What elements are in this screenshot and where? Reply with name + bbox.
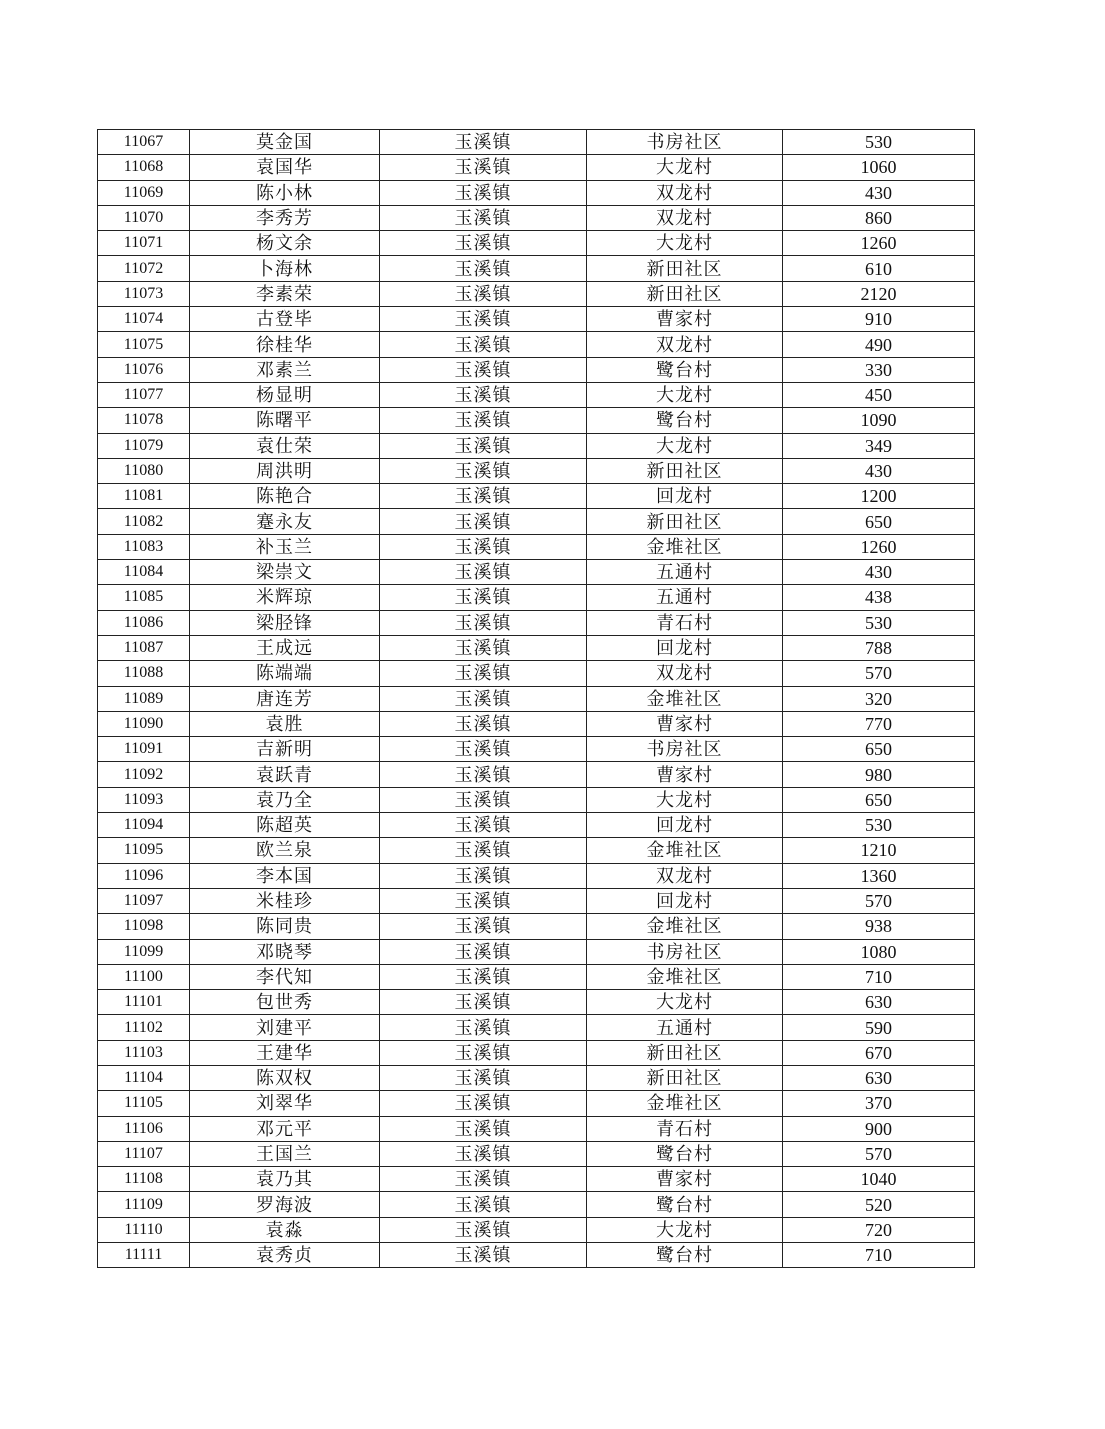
name-cell: 吉新明 bbox=[190, 737, 380, 762]
row-number-cell: 11076 bbox=[98, 357, 190, 382]
village-cell: 书房社区 bbox=[587, 130, 783, 155]
village-cell: 大龙村 bbox=[587, 1217, 783, 1242]
table-row bbox=[98, 863, 975, 888]
amount-cell: 1210 bbox=[783, 838, 975, 863]
amount-cell: 1360 bbox=[783, 863, 975, 888]
table-row bbox=[98, 990, 975, 1015]
amount-cell: 1260 bbox=[783, 231, 975, 256]
table-row bbox=[98, 433, 975, 458]
table-row bbox=[98, 509, 975, 534]
amount-cell: 530 bbox=[783, 813, 975, 838]
village-cell: 书房社区 bbox=[587, 737, 783, 762]
amount-cell: 2120 bbox=[783, 281, 975, 306]
town-cell: 玉溪镇 bbox=[380, 610, 587, 635]
amount-cell: 430 bbox=[783, 180, 975, 205]
row-number-cell: 11079 bbox=[98, 433, 190, 458]
amount-cell: 630 bbox=[783, 1065, 975, 1090]
town-cell: 玉溪镇 bbox=[380, 534, 587, 559]
town-cell: 玉溪镇 bbox=[380, 408, 587, 433]
amount-cell: 910 bbox=[783, 307, 975, 332]
row-number-cell: 11087 bbox=[98, 635, 190, 660]
table-row bbox=[98, 534, 975, 559]
amount-cell: 570 bbox=[783, 661, 975, 686]
name-cell: 欧兰泉 bbox=[190, 838, 380, 863]
town-cell: 玉溪镇 bbox=[380, 180, 587, 205]
town-cell: 玉溪镇 bbox=[380, 130, 587, 155]
row-number-cell: 11089 bbox=[98, 686, 190, 711]
town-cell: 玉溪镇 bbox=[380, 1065, 587, 1090]
town-cell: 玉溪镇 bbox=[380, 1192, 587, 1217]
town-cell: 玉溪镇 bbox=[380, 964, 587, 989]
name-cell: 梁胫锋 bbox=[190, 610, 380, 635]
table-row bbox=[98, 762, 975, 787]
amount-cell: 520 bbox=[783, 1192, 975, 1217]
town-cell: 玉溪镇 bbox=[380, 939, 587, 964]
village-cell: 鹭台村 bbox=[587, 1243, 783, 1268]
row-number-cell: 11104 bbox=[98, 1065, 190, 1090]
row-number-cell: 11075 bbox=[98, 332, 190, 357]
name-cell: 王成远 bbox=[190, 635, 380, 660]
table-row bbox=[98, 560, 975, 585]
row-number-cell: 11098 bbox=[98, 914, 190, 939]
village-cell: 金堆社区 bbox=[587, 1091, 783, 1116]
table-row bbox=[98, 888, 975, 913]
table-row bbox=[98, 661, 975, 686]
table-row bbox=[98, 130, 975, 155]
table-row bbox=[98, 686, 975, 711]
row-number-cell: 11095 bbox=[98, 838, 190, 863]
row-number-cell: 11106 bbox=[98, 1116, 190, 1141]
table-row bbox=[98, 964, 975, 989]
town-cell: 玉溪镇 bbox=[380, 1116, 587, 1141]
table-row bbox=[98, 180, 975, 205]
village-cell: 鹭台村 bbox=[587, 357, 783, 382]
row-number-cell: 11107 bbox=[98, 1141, 190, 1166]
amount-cell: 1040 bbox=[783, 1167, 975, 1192]
amount-cell: 710 bbox=[783, 964, 975, 989]
town-cell: 玉溪镇 bbox=[380, 888, 587, 913]
village-cell: 青石村 bbox=[587, 1116, 783, 1141]
amount-cell: 720 bbox=[783, 1217, 975, 1242]
row-number-cell: 11088 bbox=[98, 661, 190, 686]
row-number-cell: 11110 bbox=[98, 1217, 190, 1242]
row-number-cell: 11111 bbox=[98, 1243, 190, 1268]
row-number-cell: 11070 bbox=[98, 205, 190, 230]
row-number-cell: 11096 bbox=[98, 863, 190, 888]
table-row bbox=[98, 838, 975, 863]
row-number-cell: 11068 bbox=[98, 155, 190, 180]
village-cell: 大龙村 bbox=[587, 433, 783, 458]
village-cell: 曹家村 bbox=[587, 711, 783, 736]
row-number-cell: 11086 bbox=[98, 610, 190, 635]
amount-cell: 650 bbox=[783, 737, 975, 762]
town-cell: 玉溪镇 bbox=[380, 509, 587, 534]
row-number-cell: 11073 bbox=[98, 281, 190, 306]
name-cell: 邓素兰 bbox=[190, 357, 380, 382]
name-cell: 罗海波 bbox=[190, 1192, 380, 1217]
name-cell: 徐桂华 bbox=[190, 332, 380, 357]
town-cell: 玉溪镇 bbox=[380, 382, 587, 407]
name-cell: 袁乃全 bbox=[190, 787, 380, 812]
amount-cell: 900 bbox=[783, 1116, 975, 1141]
town-cell: 玉溪镇 bbox=[380, 1243, 587, 1268]
village-cell: 回龙村 bbox=[587, 484, 783, 509]
table-row bbox=[98, 1217, 975, 1242]
town-cell: 玉溪镇 bbox=[380, 635, 587, 660]
name-cell: 陈双权 bbox=[190, 1065, 380, 1090]
village-cell: 双龙村 bbox=[587, 863, 783, 888]
village-cell: 新田社区 bbox=[587, 1040, 783, 1065]
table-row bbox=[98, 231, 975, 256]
name-cell: 袁秀贞 bbox=[190, 1243, 380, 1268]
row-number-cell: 11071 bbox=[98, 231, 190, 256]
row-number-cell: 11090 bbox=[98, 711, 190, 736]
amount-cell: 320 bbox=[783, 686, 975, 711]
table-row bbox=[98, 281, 975, 306]
town-cell: 玉溪镇 bbox=[380, 737, 587, 762]
town-cell: 玉溪镇 bbox=[380, 686, 587, 711]
town-cell: 玉溪镇 bbox=[380, 281, 587, 306]
town-cell: 玉溪镇 bbox=[380, 484, 587, 509]
row-number-cell: 11080 bbox=[98, 458, 190, 483]
amount-cell: 1090 bbox=[783, 408, 975, 433]
name-cell: 李秀芳 bbox=[190, 205, 380, 230]
name-cell: 古登毕 bbox=[190, 307, 380, 332]
name-cell: 邓晓琴 bbox=[190, 939, 380, 964]
town-cell: 玉溪镇 bbox=[380, 914, 587, 939]
table-row bbox=[98, 711, 975, 736]
row-number-cell: 11081 bbox=[98, 484, 190, 509]
name-cell: 袁国华 bbox=[190, 155, 380, 180]
village-cell: 五通村 bbox=[587, 560, 783, 585]
town-cell: 玉溪镇 bbox=[380, 433, 587, 458]
town-cell: 玉溪镇 bbox=[380, 1015, 587, 1040]
town-cell: 玉溪镇 bbox=[380, 863, 587, 888]
row-number-cell: 11108 bbox=[98, 1167, 190, 1192]
amount-cell: 788 bbox=[783, 635, 975, 660]
table-row bbox=[98, 256, 975, 281]
row-number-cell: 11078 bbox=[98, 408, 190, 433]
table-row bbox=[98, 813, 975, 838]
village-cell: 新田社区 bbox=[587, 256, 783, 281]
name-cell: 陈同贵 bbox=[190, 914, 380, 939]
row-number-cell: 11093 bbox=[98, 787, 190, 812]
name-cell: 刘建平 bbox=[190, 1015, 380, 1040]
village-cell: 曹家村 bbox=[587, 1167, 783, 1192]
village-cell: 新田社区 bbox=[587, 458, 783, 483]
amount-cell: 860 bbox=[783, 205, 975, 230]
village-cell: 新田社区 bbox=[587, 281, 783, 306]
table-row bbox=[98, 332, 975, 357]
name-cell: 杨文余 bbox=[190, 231, 380, 256]
row-number-cell: 11105 bbox=[98, 1091, 190, 1116]
table-row bbox=[98, 914, 975, 939]
town-cell: 玉溪镇 bbox=[380, 787, 587, 812]
town-cell: 玉溪镇 bbox=[380, 231, 587, 256]
amount-cell: 1060 bbox=[783, 155, 975, 180]
village-cell: 大龙村 bbox=[587, 990, 783, 1015]
name-cell: 袁胜 bbox=[190, 711, 380, 736]
name-cell: 袁跃青 bbox=[190, 762, 380, 787]
row-number-cell: 11091 bbox=[98, 737, 190, 762]
town-cell: 玉溪镇 bbox=[380, 990, 587, 1015]
village-cell: 新田社区 bbox=[587, 1065, 783, 1090]
amount-cell: 938 bbox=[783, 914, 975, 939]
amount-cell: 430 bbox=[783, 560, 975, 585]
town-cell: 玉溪镇 bbox=[380, 256, 587, 281]
village-cell: 金堆社区 bbox=[587, 964, 783, 989]
amount-cell: 570 bbox=[783, 888, 975, 913]
amount-cell: 770 bbox=[783, 711, 975, 736]
name-cell: 陈曙平 bbox=[190, 408, 380, 433]
amount-cell: 530 bbox=[783, 130, 975, 155]
table-row bbox=[98, 1091, 975, 1116]
table-row bbox=[98, 408, 975, 433]
name-cell: 邓元平 bbox=[190, 1116, 380, 1141]
village-cell: 曹家村 bbox=[587, 762, 783, 787]
amount-cell: 710 bbox=[783, 1243, 975, 1268]
village-cell: 书房社区 bbox=[587, 939, 783, 964]
table-row bbox=[98, 1141, 975, 1166]
village-cell: 金堆社区 bbox=[587, 686, 783, 711]
table-row bbox=[98, 1116, 975, 1141]
amount-cell: 570 bbox=[783, 1141, 975, 1166]
village-cell: 大龙村 bbox=[587, 787, 783, 812]
table-row bbox=[98, 1065, 975, 1090]
name-cell: 周洪明 bbox=[190, 458, 380, 483]
amount-cell: 490 bbox=[783, 332, 975, 357]
table-row bbox=[98, 458, 975, 483]
name-cell: 李素荣 bbox=[190, 281, 380, 306]
name-cell: 米辉琼 bbox=[190, 585, 380, 610]
amount-cell: 650 bbox=[783, 509, 975, 534]
village-cell: 金堆社区 bbox=[587, 914, 783, 939]
row-number-cell: 11101 bbox=[98, 990, 190, 1015]
row-number-cell: 11097 bbox=[98, 888, 190, 913]
table-row bbox=[98, 1192, 975, 1217]
amount-cell: 590 bbox=[783, 1015, 975, 1040]
town-cell: 玉溪镇 bbox=[380, 307, 587, 332]
table-row bbox=[98, 1015, 975, 1040]
table-row bbox=[98, 939, 975, 964]
name-cell: 杨显明 bbox=[190, 382, 380, 407]
row-number-cell: 11072 bbox=[98, 256, 190, 281]
table-row bbox=[98, 787, 975, 812]
name-cell: 补玉兰 bbox=[190, 534, 380, 559]
town-cell: 玉溪镇 bbox=[380, 762, 587, 787]
row-number-cell: 11074 bbox=[98, 307, 190, 332]
row-number-cell: 11092 bbox=[98, 762, 190, 787]
town-cell: 玉溪镇 bbox=[380, 813, 587, 838]
town-cell: 玉溪镇 bbox=[380, 711, 587, 736]
town-cell: 玉溪镇 bbox=[380, 458, 587, 483]
town-cell: 玉溪镇 bbox=[380, 155, 587, 180]
village-cell: 鹭台村 bbox=[587, 408, 783, 433]
name-cell: 唐连芳 bbox=[190, 686, 380, 711]
name-cell: 莫金国 bbox=[190, 130, 380, 155]
amount-cell: 1260 bbox=[783, 534, 975, 559]
amount-cell: 610 bbox=[783, 256, 975, 281]
amount-cell: 349 bbox=[783, 433, 975, 458]
row-number-cell: 11067 bbox=[98, 130, 190, 155]
village-cell: 大龙村 bbox=[587, 155, 783, 180]
village-cell: 大龙村 bbox=[587, 382, 783, 407]
table-row bbox=[98, 205, 975, 230]
name-cell: 袁仕荣 bbox=[190, 433, 380, 458]
amount-cell: 330 bbox=[783, 357, 975, 382]
table-row bbox=[98, 484, 975, 509]
village-cell: 新田社区 bbox=[587, 509, 783, 534]
village-cell: 回龙村 bbox=[587, 635, 783, 660]
table-row bbox=[98, 1167, 975, 1192]
village-cell: 青石村 bbox=[587, 610, 783, 635]
table-row bbox=[98, 610, 975, 635]
name-cell: 梁崇文 bbox=[190, 560, 380, 585]
village-cell: 双龙村 bbox=[587, 332, 783, 357]
name-cell: 刘翠华 bbox=[190, 1091, 380, 1116]
amount-cell: 370 bbox=[783, 1091, 975, 1116]
amount-cell: 670 bbox=[783, 1040, 975, 1065]
name-cell: 陈超英 bbox=[190, 813, 380, 838]
village-cell: 回龙村 bbox=[587, 888, 783, 913]
amount-cell: 438 bbox=[783, 585, 975, 610]
amount-cell: 630 bbox=[783, 990, 975, 1015]
row-number-cell: 11100 bbox=[98, 964, 190, 989]
village-cell: 曹家村 bbox=[587, 307, 783, 332]
table-row bbox=[98, 635, 975, 660]
village-cell: 双龙村 bbox=[587, 661, 783, 686]
name-cell: 卜海林 bbox=[190, 256, 380, 281]
row-number-cell: 11094 bbox=[98, 813, 190, 838]
row-number-cell: 11084 bbox=[98, 560, 190, 585]
town-cell: 玉溪镇 bbox=[380, 838, 587, 863]
amount-cell: 1200 bbox=[783, 484, 975, 509]
table-row bbox=[98, 307, 975, 332]
table-row bbox=[98, 1040, 975, 1065]
amount-cell: 530 bbox=[783, 610, 975, 635]
town-cell: 玉溪镇 bbox=[380, 560, 587, 585]
name-cell: 王国兰 bbox=[190, 1141, 380, 1166]
village-cell: 五通村 bbox=[587, 1015, 783, 1040]
row-number-cell: 11082 bbox=[98, 509, 190, 534]
table-row bbox=[98, 1243, 975, 1268]
town-cell: 玉溪镇 bbox=[380, 205, 587, 230]
table-row bbox=[98, 155, 975, 180]
name-cell: 李本国 bbox=[190, 863, 380, 888]
town-cell: 玉溪镇 bbox=[380, 661, 587, 686]
village-cell: 双龙村 bbox=[587, 205, 783, 230]
village-cell: 鹭台村 bbox=[587, 1192, 783, 1217]
name-cell: 米桂珍 bbox=[190, 888, 380, 913]
row-number-cell: 11083 bbox=[98, 534, 190, 559]
village-cell: 回龙村 bbox=[587, 813, 783, 838]
row-number-cell: 11102 bbox=[98, 1015, 190, 1040]
village-cell: 金堆社区 bbox=[587, 838, 783, 863]
table-row bbox=[98, 585, 975, 610]
town-cell: 玉溪镇 bbox=[380, 332, 587, 357]
row-number-cell: 11077 bbox=[98, 382, 190, 407]
name-cell: 袁乃其 bbox=[190, 1167, 380, 1192]
name-cell: 陈艳合 bbox=[190, 484, 380, 509]
roster-table-body bbox=[98, 130, 975, 1268]
village-cell: 鹭台村 bbox=[587, 1141, 783, 1166]
row-number-cell: 11099 bbox=[98, 939, 190, 964]
village-cell: 五通村 bbox=[587, 585, 783, 610]
name-cell: 蹇永友 bbox=[190, 509, 380, 534]
amount-cell: 650 bbox=[783, 787, 975, 812]
town-cell: 玉溪镇 bbox=[380, 585, 587, 610]
amount-cell: 450 bbox=[783, 382, 975, 407]
name-cell: 陈小林 bbox=[190, 180, 380, 205]
name-cell: 王建华 bbox=[190, 1040, 380, 1065]
name-cell: 包世秀 bbox=[190, 990, 380, 1015]
row-number-cell: 11103 bbox=[98, 1040, 190, 1065]
town-cell: 玉溪镇 bbox=[380, 1141, 587, 1166]
name-cell: 李代知 bbox=[190, 964, 380, 989]
row-number-cell: 11069 bbox=[98, 180, 190, 205]
name-cell: 袁淼 bbox=[190, 1217, 380, 1242]
table-row bbox=[98, 382, 975, 407]
row-number-cell: 11085 bbox=[98, 585, 190, 610]
town-cell: 玉溪镇 bbox=[380, 1091, 587, 1116]
name-cell: 陈端端 bbox=[190, 661, 380, 686]
amount-cell: 980 bbox=[783, 762, 975, 787]
town-cell: 玉溪镇 bbox=[380, 1167, 587, 1192]
village-cell: 双龙村 bbox=[587, 180, 783, 205]
roster-table bbox=[97, 129, 975, 1268]
town-cell: 玉溪镇 bbox=[380, 357, 587, 382]
row-number-cell: 11109 bbox=[98, 1192, 190, 1217]
town-cell: 玉溪镇 bbox=[380, 1040, 587, 1065]
table-row bbox=[98, 357, 975, 382]
village-cell: 大龙村 bbox=[587, 231, 783, 256]
village-cell: 金堆社区 bbox=[587, 534, 783, 559]
town-cell: 玉溪镇 bbox=[380, 1217, 587, 1242]
amount-cell: 430 bbox=[783, 458, 975, 483]
table-row bbox=[98, 737, 975, 762]
amount-cell: 1080 bbox=[783, 939, 975, 964]
